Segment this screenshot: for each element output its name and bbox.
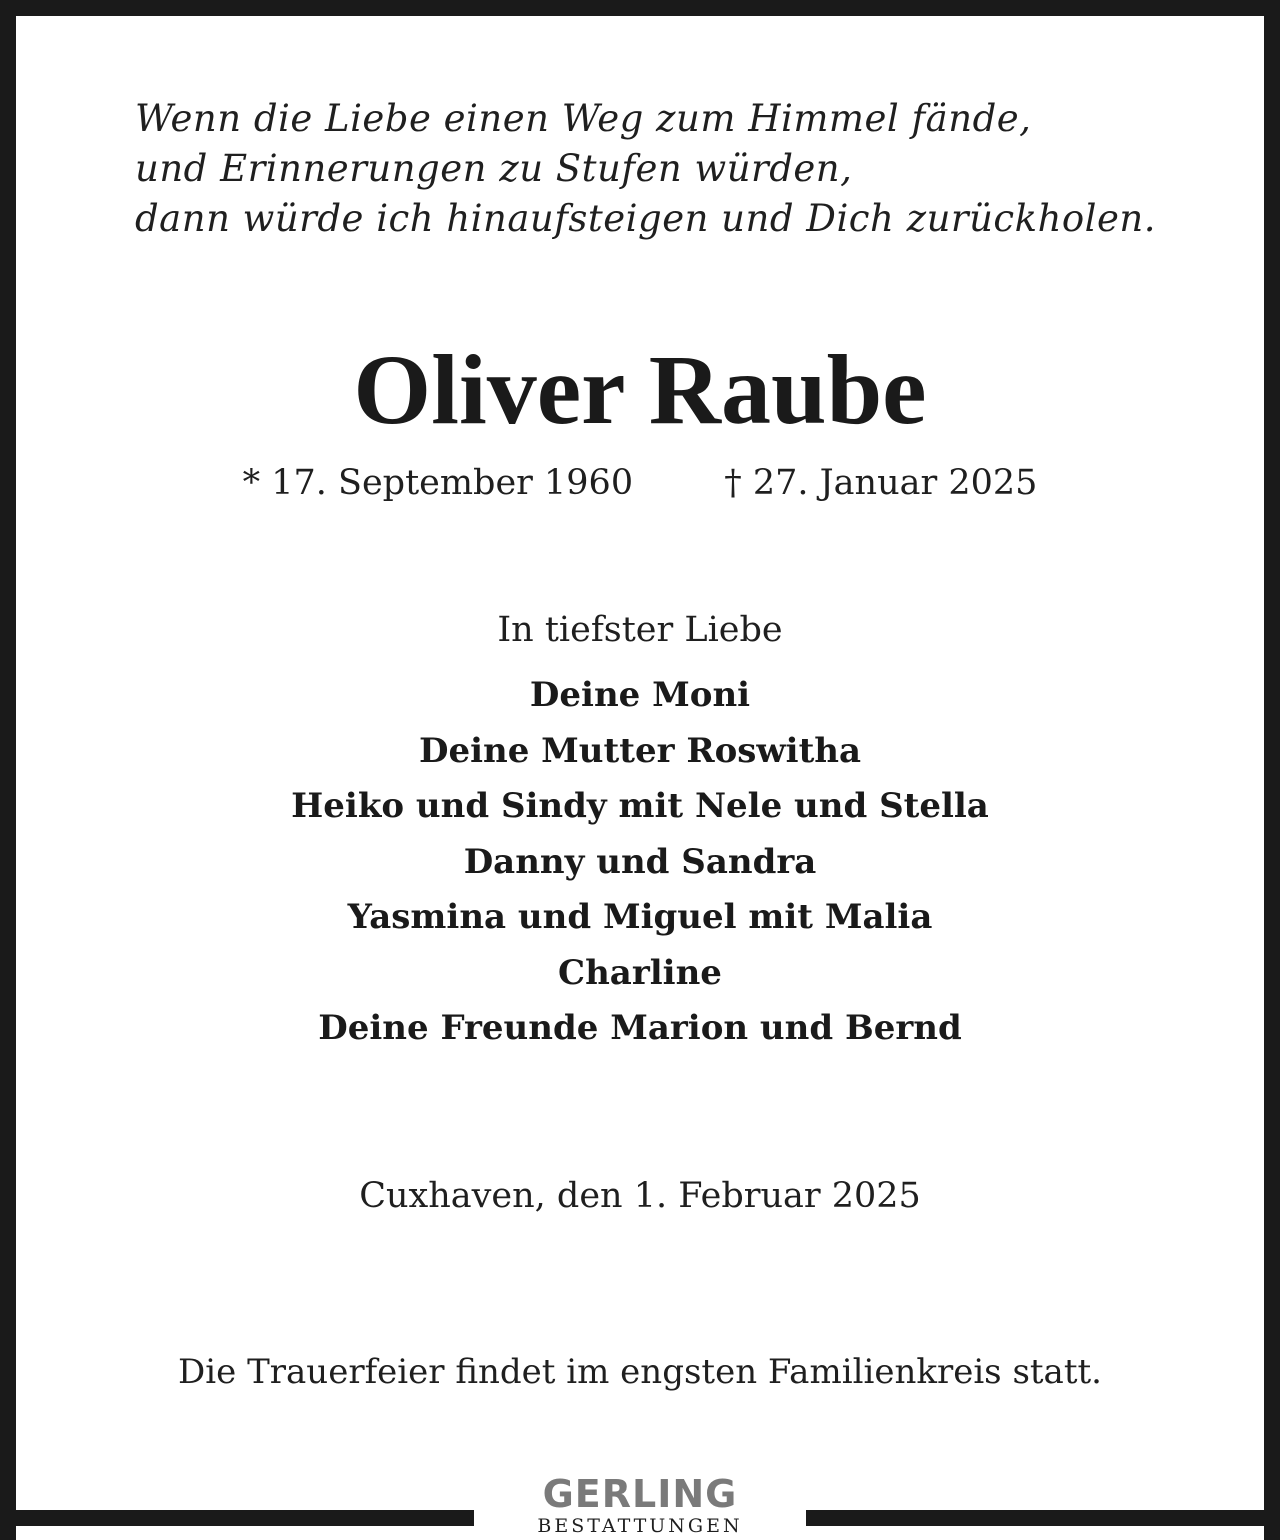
mourner-line: Yasmina und Miguel mit Malia [347, 897, 933, 937]
life-dates [0, 460, 1280, 506]
funeral-home-subtitle: BESTATTUNGEN [537, 1515, 743, 1537]
poem-line: und Erinnerungen zu Stufen würden, [135, 147, 853, 190]
death-date: † 27. Januar 2025 [724, 463, 1038, 503]
mourner-line: Heiko und Sindy mit Nele und Stella [291, 786, 989, 826]
deceased-name: Oliver Raube [353, 334, 927, 445]
mourner-line: Deine Moni [529, 675, 751, 715]
poem [135, 94, 1235, 244]
place-and-date: Cuxhaven, den 1. Februar 2025 [359, 1176, 921, 1216]
mourner-line: Deine Freunde Marion und Bernd [318, 1008, 962, 1048]
funeral-home-name: GERLING [542, 1472, 738, 1516]
poem-line: Wenn die Liebe einen Weg zum Himmel fände, [135, 97, 1032, 140]
ceremony-note: Die Trauerfeier findet im engsten Familienkreis statt. [178, 1352, 1102, 1392]
frame-bottom-border-right [806, 1510, 1280, 1526]
mourner-line: Deine Mutter Roswitha [418, 730, 862, 771]
frame-top-border [0, 0, 1280, 16]
frame-bottom-border-left [0, 1510, 474, 1526]
mourner-line: Charline [558, 952, 722, 993]
poem-line: dann würde ich hinaufsteigen und Dich zurückholen. [135, 197, 1157, 240]
mourning-intro: In tiefster Liebe [497, 610, 783, 650]
mourners-list [0, 668, 1280, 1057]
funeral-home-logo [474, 1474, 806, 1538]
birth-date: * 17. September 1960 [242, 463, 634, 503]
mourner-line: Danny und Sandra [463, 841, 817, 882]
